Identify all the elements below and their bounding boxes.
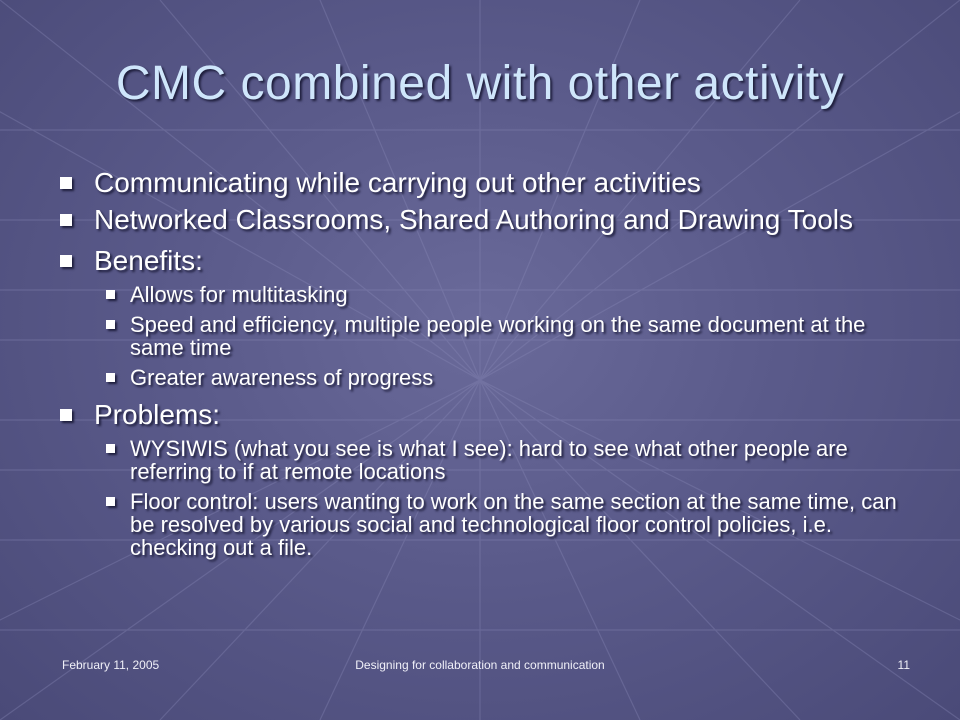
- square-bullet-icon: [106, 290, 115, 299]
- square-bullet-icon: [106, 373, 115, 382]
- square-bullet-icon: [60, 214, 72, 226]
- bullet-item-problems: [60, 400, 920, 429]
- sub-bullet-text: Floor control: users wanting to work on the same section at the same time, can be resolved by various social and technological floor control policies, i.e. checking out a file.: [130, 489, 897, 560]
- square-bullet-icon: [106, 320, 115, 329]
- sub-bullet-text: Speed and efficiency, multiple people working on the same document at the same time: [130, 312, 866, 360]
- sub-bullet-text: WYSIWIS (what you see is what I see): hard to see what other people are referring to if at remote locations: [130, 436, 848, 484]
- square-bullet-icon: [106, 444, 115, 453]
- footer-date: February 11, 2005: [62, 658, 160, 672]
- bullet-text: Benefits:: [94, 245, 203, 276]
- bullet-text: Problems:: [94, 399, 221, 430]
- bullet-item-benefits: [60, 246, 920, 275]
- footer-page-number: 11: [897, 658, 910, 672]
- bullet-text: Communicating while carrying out other activities: [94, 167, 701, 198]
- sub-bullet-text: Allows for multitasking: [130, 282, 348, 307]
- slide-body: [60, 168, 920, 566]
- bullet-item: [60, 168, 920, 197]
- square-bullet-icon: [60, 409, 72, 421]
- sub-bullet-item: [106, 366, 920, 389]
- sub-bullet-text: Greater awareness of progress: [130, 365, 434, 390]
- sub-bullet-item: [106, 437, 920, 483]
- bullet-text: Networked Classrooms, Shared Authoring and Drawing Tools: [94, 204, 853, 235]
- sub-bullet-item: [106, 283, 920, 306]
- sub-bullet-item: [106, 490, 920, 559]
- footer-course: Designing for collaboration and communication: [355, 658, 605, 672]
- bullet-item: [60, 205, 920, 234]
- sub-bullet-item: [106, 313, 920, 359]
- square-bullet-icon: [60, 177, 72, 189]
- square-bullet-icon: [106, 497, 115, 506]
- square-bullet-icon: [60, 255, 72, 267]
- slide-title: CMC combined with other activity: [115, 57, 845, 110]
